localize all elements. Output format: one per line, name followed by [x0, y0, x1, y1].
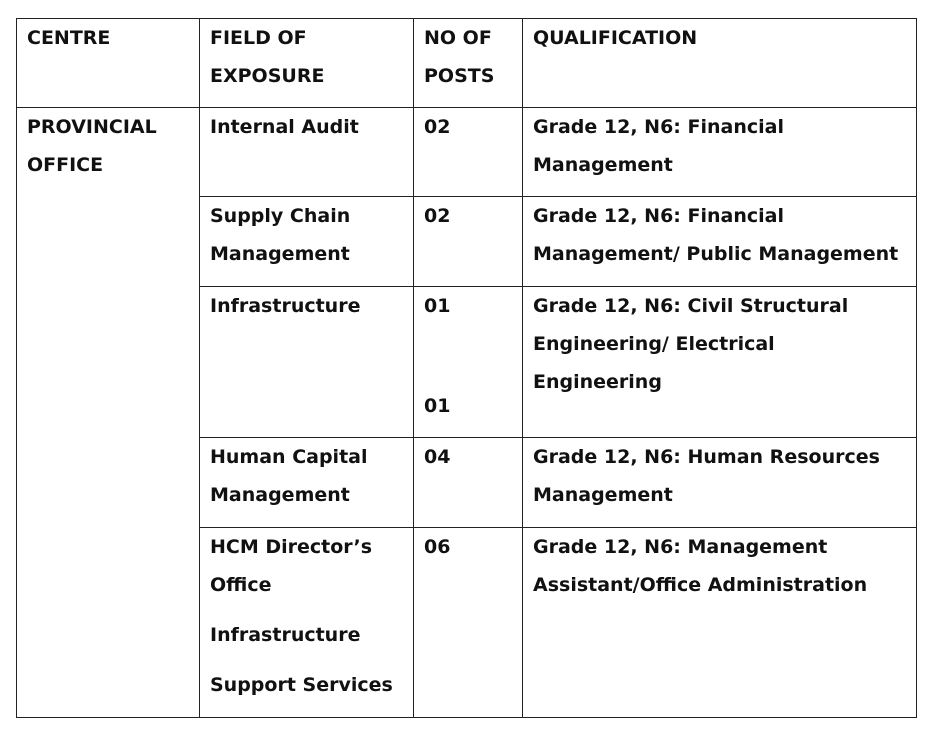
header-field-of-exposure: FIELD OF EXPOSURE — [200, 19, 414, 108]
header-no-of-posts: NO OF POSTS — [414, 19, 523, 108]
posts-table — [16, 18, 917, 718]
centre-cell: PROVINCIAL OFFICE — [17, 108, 200, 718]
posts-cell: 02 — [414, 108, 523, 197]
field-cell: Human Capital Management — [200, 438, 414, 528]
table-row — [17, 108, 917, 197]
field-cell: Supply Chain Management — [200, 197, 414, 287]
table-header-row — [17, 19, 917, 108]
qualification-cell: Grade 12, N6: Financial Management/ Public Management — [523, 197, 917, 287]
posts-cell: 01 01 — [414, 287, 523, 438]
qualification-cell: Grade 12, N6: Management Assistant/Office Administration — [523, 528, 917, 718]
header-centre: CENTRE — [17, 19, 200, 108]
qualification-cell: Grade 12, N6: Financial Management — [523, 108, 917, 197]
field-cell: HCM Director’s Office Infrastructure Support Services — [200, 528, 414, 718]
posts-cell: 04 — [414, 438, 523, 528]
field-cell: Internal Audit — [200, 108, 414, 197]
posts-cell: 02 — [414, 197, 523, 287]
qualification-cell: Grade 12, N6: Civil Structural Engineering/ Electrical Engineering — [523, 287, 917, 438]
posts-cell: 06 — [414, 528, 523, 718]
qualification-cell: Grade 12, N6: Human Resources Management — [523, 438, 917, 528]
header-qualification: QUALIFICATION — [523, 19, 917, 108]
field-cell: Infrastructure — [200, 287, 414, 438]
